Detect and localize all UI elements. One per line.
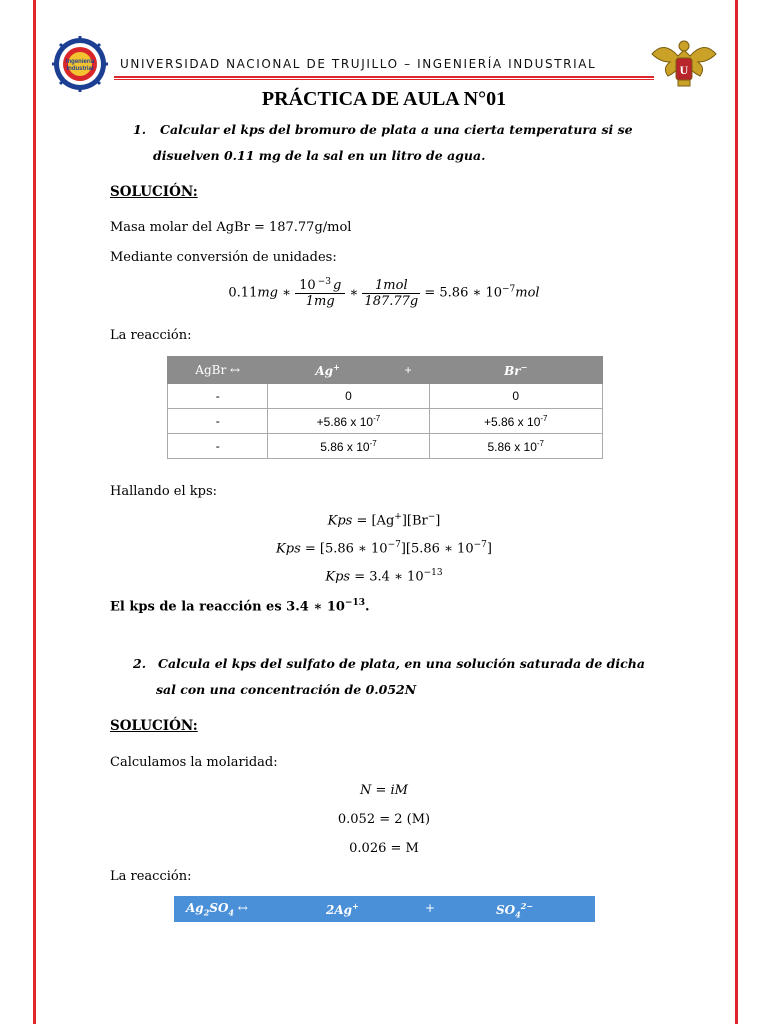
conv-star-1: ∗ [282, 285, 291, 301]
bar-2ag [326, 901, 359, 917]
header-br-text: Br [504, 364, 521, 378]
table-cell: - [168, 384, 268, 409]
table-cell: 0 [268, 384, 429, 409]
f1-num-exp: −3 [317, 277, 331, 287]
bar-so4 [496, 901, 533, 919]
bar-plus: + [425, 901, 436, 915]
eq3-a: Kps [325, 569, 351, 585]
bar-c1-mid: SO [209, 901, 229, 915]
eq2-sup1: −7 [387, 540, 401, 550]
eq1-d: ] [435, 513, 441, 529]
fraction-1 [295, 277, 345, 309]
result-text: El kps de la reacción es [110, 599, 287, 615]
university-name: UNIVERSIDAD NACIONAL DE TRUJILLO – INGENIERÍA INDUSTRIAL [120, 57, 597, 71]
kps-equation-3 [0, 568, 768, 584]
header-ag-text: Ag [315, 364, 334, 378]
header-ag [268, 357, 387, 384]
kps-equation-1 [0, 512, 768, 528]
problem-2-line-1: Calcula el kps del sulfato de plata, en una solución saturada de dicha [158, 656, 645, 671]
table-cell: 0 [429, 384, 603, 409]
header-ag-sup: + [333, 362, 340, 372]
table-cell [268, 434, 429, 459]
cell-value: 5.86 x 10 [487, 439, 537, 454]
eq3-b: = 3.4 ∗ 10 [350, 569, 424, 585]
table-row [168, 384, 603, 409]
reaction-table-header [168, 357, 603, 384]
kps-label: Hallando el kps: [110, 484, 218, 499]
conv-mg: mg [257, 285, 279, 301]
conv-exp: −7 [502, 284, 516, 295]
bar-c2-sup: + [352, 901, 359, 911]
university-seal [650, 36, 718, 94]
cell-value: +5.86 x 10 [483, 414, 541, 429]
f1-num-base: 10 [299, 278, 316, 294]
header-agbr-text: AgBr ↔ [195, 363, 241, 377]
molarity-equation-2: 0.052 = 2 (M) [337, 812, 431, 827]
bar-c1: Ag [186, 901, 204, 915]
molarity-text: Calculamos la molaridad: [110, 755, 278, 770]
molarity-equation-3: 0.026 = M [349, 841, 419, 856]
eq1-a: Kps [327, 513, 353, 529]
conversion-text: Mediante conversión de unidades: [110, 250, 337, 265]
bar-c2: 2Ag [326, 903, 353, 917]
reaction-table-1 [167, 356, 603, 459]
kps-equation-2 [0, 540, 768, 556]
kps-result [110, 598, 370, 614]
f1-den: 1mg [305, 294, 335, 310]
eq1-c-sup: − [427, 512, 436, 522]
solution-label-2: SOLUCIÓN: [110, 718, 198, 734]
result-value: 3.4 ∗ 10 [286, 599, 345, 615]
eq1-b-sup: + [394, 512, 402, 522]
cell-exp: -7 [373, 413, 381, 423]
svg-text:Industrial: Industrial [66, 66, 94, 72]
cell-exp: -7 [536, 438, 544, 448]
bar-c1-arrow: ↔ [233, 901, 248, 915]
svg-text:Ingeniería: Ingeniería [65, 59, 95, 65]
table-cell: - [168, 409, 268, 434]
bar-ag2so4 [186, 901, 248, 917]
cell-value: +5.86 x 10 [316, 414, 374, 429]
table-cell [429, 434, 603, 459]
problem-2-number: 2. [133, 656, 147, 671]
header-agbr [168, 357, 268, 384]
conv-unit: mol [515, 285, 540, 301]
bar-c1-sub2: 4 [228, 907, 234, 918]
eq2-c: ][5.86 ∗ 10 [400, 541, 474, 557]
eq2-a: Kps [276, 541, 301, 557]
f2-num: 1mol [362, 278, 420, 294]
header-rule-thin [114, 79, 654, 80]
problem-2-line-2: sal con una concentración de 0.052N [156, 682, 417, 697]
problem-1-line-2: disuelven 0.11 mg de la sal en un litro de agua. [153, 148, 486, 163]
eq1-b: = [Ag [352, 513, 395, 529]
result-end: . [365, 599, 370, 615]
result-sup: −13 [344, 598, 365, 608]
table-cell [268, 409, 429, 434]
reaction-label-2: La reacción: [110, 869, 192, 884]
bar-c4-sub: 4 [515, 909, 521, 920]
reaction-label-1: La reacción: [110, 328, 192, 343]
molarity-equation-1: N = iM [359, 783, 408, 798]
bar-c1-sub1: 2 [203, 907, 210, 918]
f2-den: 187.77g [364, 293, 419, 309]
fraction-2 [362, 278, 420, 309]
eq2-b: = [5.86 ∗ 10 [300, 541, 388, 557]
header-plus-text: + [404, 363, 412, 377]
header-plus [387, 357, 429, 384]
page-title: PRÁCTICA DE AULA N°01 [261, 88, 507, 110]
reaction-header-2 [174, 896, 595, 922]
eq3-sup: −13 [423, 568, 443, 578]
table-cell: - [168, 434, 268, 459]
table-cell [429, 409, 603, 434]
f1-num-unit: g [332, 278, 342, 294]
solution-label-1: SOLUCIÓN: [110, 184, 198, 200]
table-row [168, 409, 603, 434]
bar-c4: SO [496, 903, 516, 917]
header-rule [114, 76, 654, 78]
header-br [429, 357, 603, 384]
svg-text:U: U [679, 63, 689, 77]
eq2-d: ] [486, 541, 492, 557]
unit-conversion-equation [0, 277, 768, 309]
conv-star-2: ∗ [349, 285, 359, 301]
cell-exp: -7 [540, 413, 548, 423]
eq1-c: ][Br [401, 513, 428, 529]
molar-mass-text: Masa molar del AgBr = 187.77g/mol [110, 220, 352, 235]
eq2-sup2: −7 [473, 540, 487, 550]
faculty-logo [52, 36, 108, 92]
header-br-sup: − [520, 362, 528, 372]
problem-1-number: 1. [133, 122, 147, 137]
bar-c4-sup: 2− [520, 901, 533, 911]
problem-1-line-1: Calcular el kps del bromuro de plata a una cierta temperatura si se [160, 122, 633, 137]
cell-exp: -7 [369, 438, 377, 448]
table-row [168, 434, 603, 459]
conv-eq: = 5.86 ∗ 10 [424, 285, 502, 301]
cell-value: 5.86 x 10 [320, 439, 370, 454]
conv-start: 0.11 [228, 285, 258, 301]
